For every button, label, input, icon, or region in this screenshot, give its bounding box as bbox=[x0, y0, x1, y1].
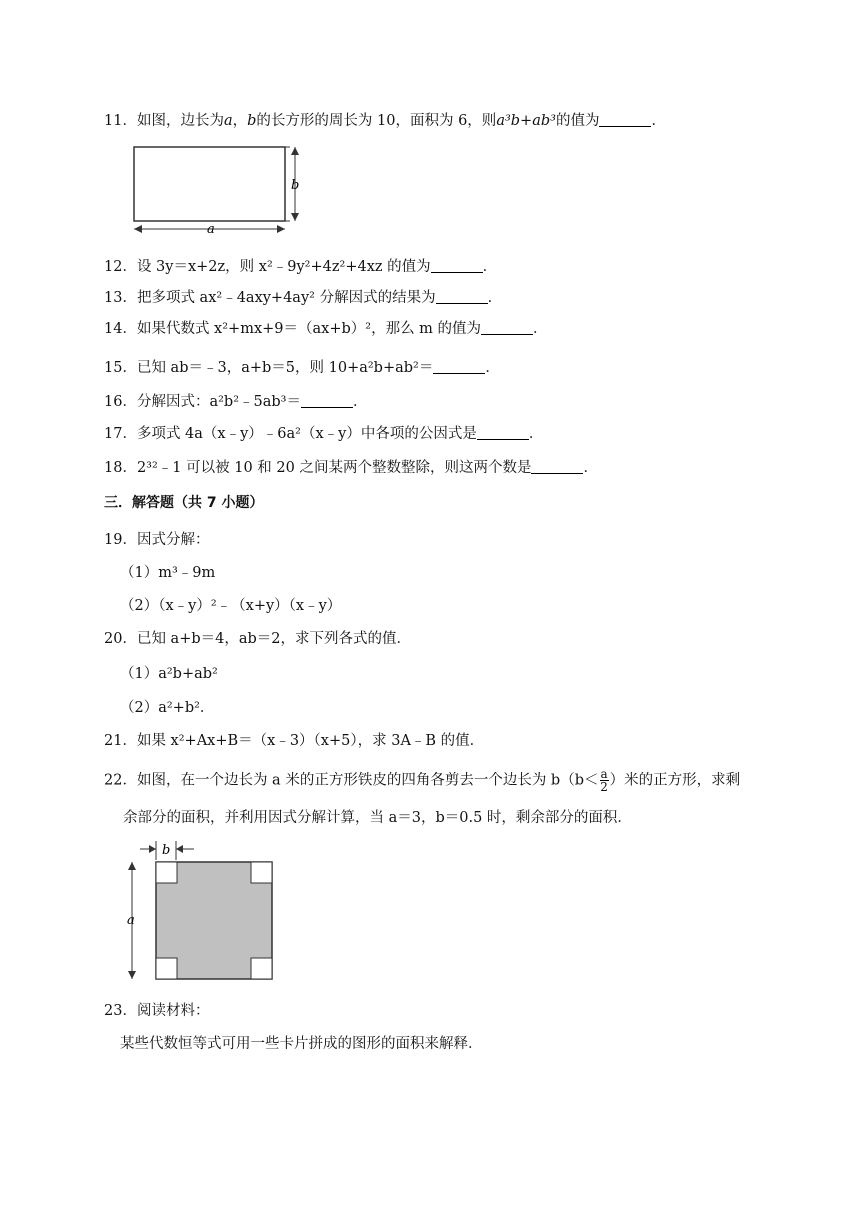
question-16 bbox=[104, 392, 367, 412]
q16-text: 分解因式：a²b²﹣5ab³＝ bbox=[136, 394, 301, 410]
question-15 bbox=[104, 358, 500, 378]
q11-answer-blank[interactable] bbox=[599, 112, 651, 127]
q11-number: 11． bbox=[104, 113, 137, 129]
q13-number: 13． bbox=[104, 290, 137, 306]
q13-end: ． bbox=[487, 290, 503, 306]
question-22 bbox=[104, 768, 740, 793]
q18-text: 2³²﹣1 可以被 10 和 20 之间某两个整数整除，则这两个数是 bbox=[136, 460, 532, 476]
fraction-numerator: a bbox=[600, 767, 608, 781]
question-13 bbox=[104, 288, 502, 308]
q11-text-b: 的长方形的周长为 10，面积为 6，则 bbox=[256, 113, 497, 129]
q12-end: ． bbox=[482, 259, 498, 275]
q22-text-1: 如图，在一个边长为 a 米的正方形铁皮的四角各剪去一个边长为 b（b＜ bbox=[136, 772, 599, 789]
q19-text: 因式分解： bbox=[136, 532, 210, 548]
q18-end: ． bbox=[583, 460, 598, 476]
q14-answer-blank[interactable] bbox=[481, 320, 533, 335]
q18-answer-blank[interactable] bbox=[531, 459, 583, 474]
q20-number: 20． bbox=[104, 631, 137, 647]
square-figure bbox=[118, 838, 288, 984]
section-title: 三．解答题（共 7 小题） bbox=[104, 495, 264, 511]
q11-comma: ， bbox=[232, 113, 248, 129]
q15-text: 已知 ab＝﹣3，a+b＝5，则 10+a²b+ab²＝ bbox=[136, 360, 434, 376]
q23-paragraph: 某些代数恒等式可用一些卡片拼成的图形的面积来解释． bbox=[120, 1036, 483, 1052]
q11-expression: a³b+ab³ bbox=[496, 113, 556, 129]
q17-end: ． bbox=[528, 426, 544, 442]
q17-answer-blank[interactable] bbox=[477, 425, 529, 440]
q11-end: ． bbox=[651, 113, 666, 129]
rect-label-a: a bbox=[207, 222, 215, 237]
q19-part-2: （2）（x﹣y）²﹣（x+y）（x﹣y） bbox=[120, 598, 342, 614]
q19-number: 19． bbox=[104, 532, 137, 548]
question-17 bbox=[104, 424, 543, 444]
q19-part-1: （1）m³﹣9m bbox=[120, 565, 216, 581]
q16-end: ． bbox=[352, 394, 368, 410]
q20-part-2: （2）a²+b²． bbox=[120, 700, 215, 716]
q23-text: 阅读材料： bbox=[136, 1003, 210, 1019]
q22-fraction bbox=[600, 768, 609, 793]
square-label-b: b bbox=[162, 843, 171, 858]
q22-number: 22． bbox=[104, 772, 137, 789]
rect-label-b: b bbox=[291, 178, 300, 193]
q15-number: 15． bbox=[104, 360, 137, 376]
q14-number: 14． bbox=[104, 321, 137, 337]
q17-number: 17． bbox=[104, 426, 137, 442]
q21-text: 如果 x²+Ax+B＝（x﹣3）（x+5），求 3A﹣B 的值． bbox=[136, 733, 485, 749]
question-23 bbox=[104, 1001, 209, 1021]
question-12 bbox=[104, 257, 497, 277]
square-label-a: a bbox=[127, 913, 135, 928]
q17-text: 多项式 4a（x﹣y）﹣6a²（x﹣y）中各项的公因式是 bbox=[136, 426, 477, 442]
q22-text-1b: ）米的正方形，求剩 bbox=[609, 772, 741, 789]
question-18 bbox=[104, 458, 598, 478]
q12-number: 12． bbox=[104, 259, 137, 275]
fraction-denominator: 2 bbox=[600, 780, 608, 794]
q11-var-a: a bbox=[223, 113, 233, 129]
q20-part-1: （1）a²b+ab² bbox=[120, 666, 218, 682]
q16-answer-blank[interactable] bbox=[301, 393, 353, 408]
q22-text-2: 余部分的面积，并利用因式分解计算，当 a＝3，b＝0.5 时，剩余部分的面积． bbox=[123, 810, 632, 826]
question-11 bbox=[104, 111, 666, 131]
q11-text-a: 如图，边长为 bbox=[136, 113, 224, 129]
q23-number: 23． bbox=[104, 1003, 137, 1019]
q14-text: 如果代数式 x²+mx+9＝（ax+b）²，那么 m 的值为 bbox=[136, 321, 482, 337]
q18-number: 18． bbox=[104, 460, 137, 476]
q15-end: ． bbox=[485, 360, 500, 376]
q14-end: ． bbox=[533, 321, 548, 337]
question-20 bbox=[104, 629, 411, 649]
q11-text-c: 的值为 bbox=[555, 113, 600, 129]
question-19 bbox=[104, 530, 209, 550]
q12-text: 设 3y＝x+2z，则 x²﹣9y²+4z²+4xz 的值为 bbox=[136, 259, 431, 275]
q16-number: 16． bbox=[104, 394, 137, 410]
q15-answer-blank[interactable] bbox=[433, 359, 485, 374]
q20-text: 已知 a+b＝4，ab＝2，求下列各式的值． bbox=[136, 631, 412, 647]
q21-number: 21． bbox=[104, 733, 137, 749]
question-14 bbox=[104, 319, 548, 339]
q13-answer-blank[interactable] bbox=[436, 289, 488, 304]
rectangle-figure bbox=[130, 143, 310, 243]
q12-answer-blank[interactable] bbox=[431, 258, 483, 273]
q13-text: 把多项式 ax²﹣4axy+4ay² 分解因式的结果为 bbox=[136, 290, 436, 306]
q11-var-b: b bbox=[247, 113, 257, 129]
question-21 bbox=[104, 731, 484, 751]
